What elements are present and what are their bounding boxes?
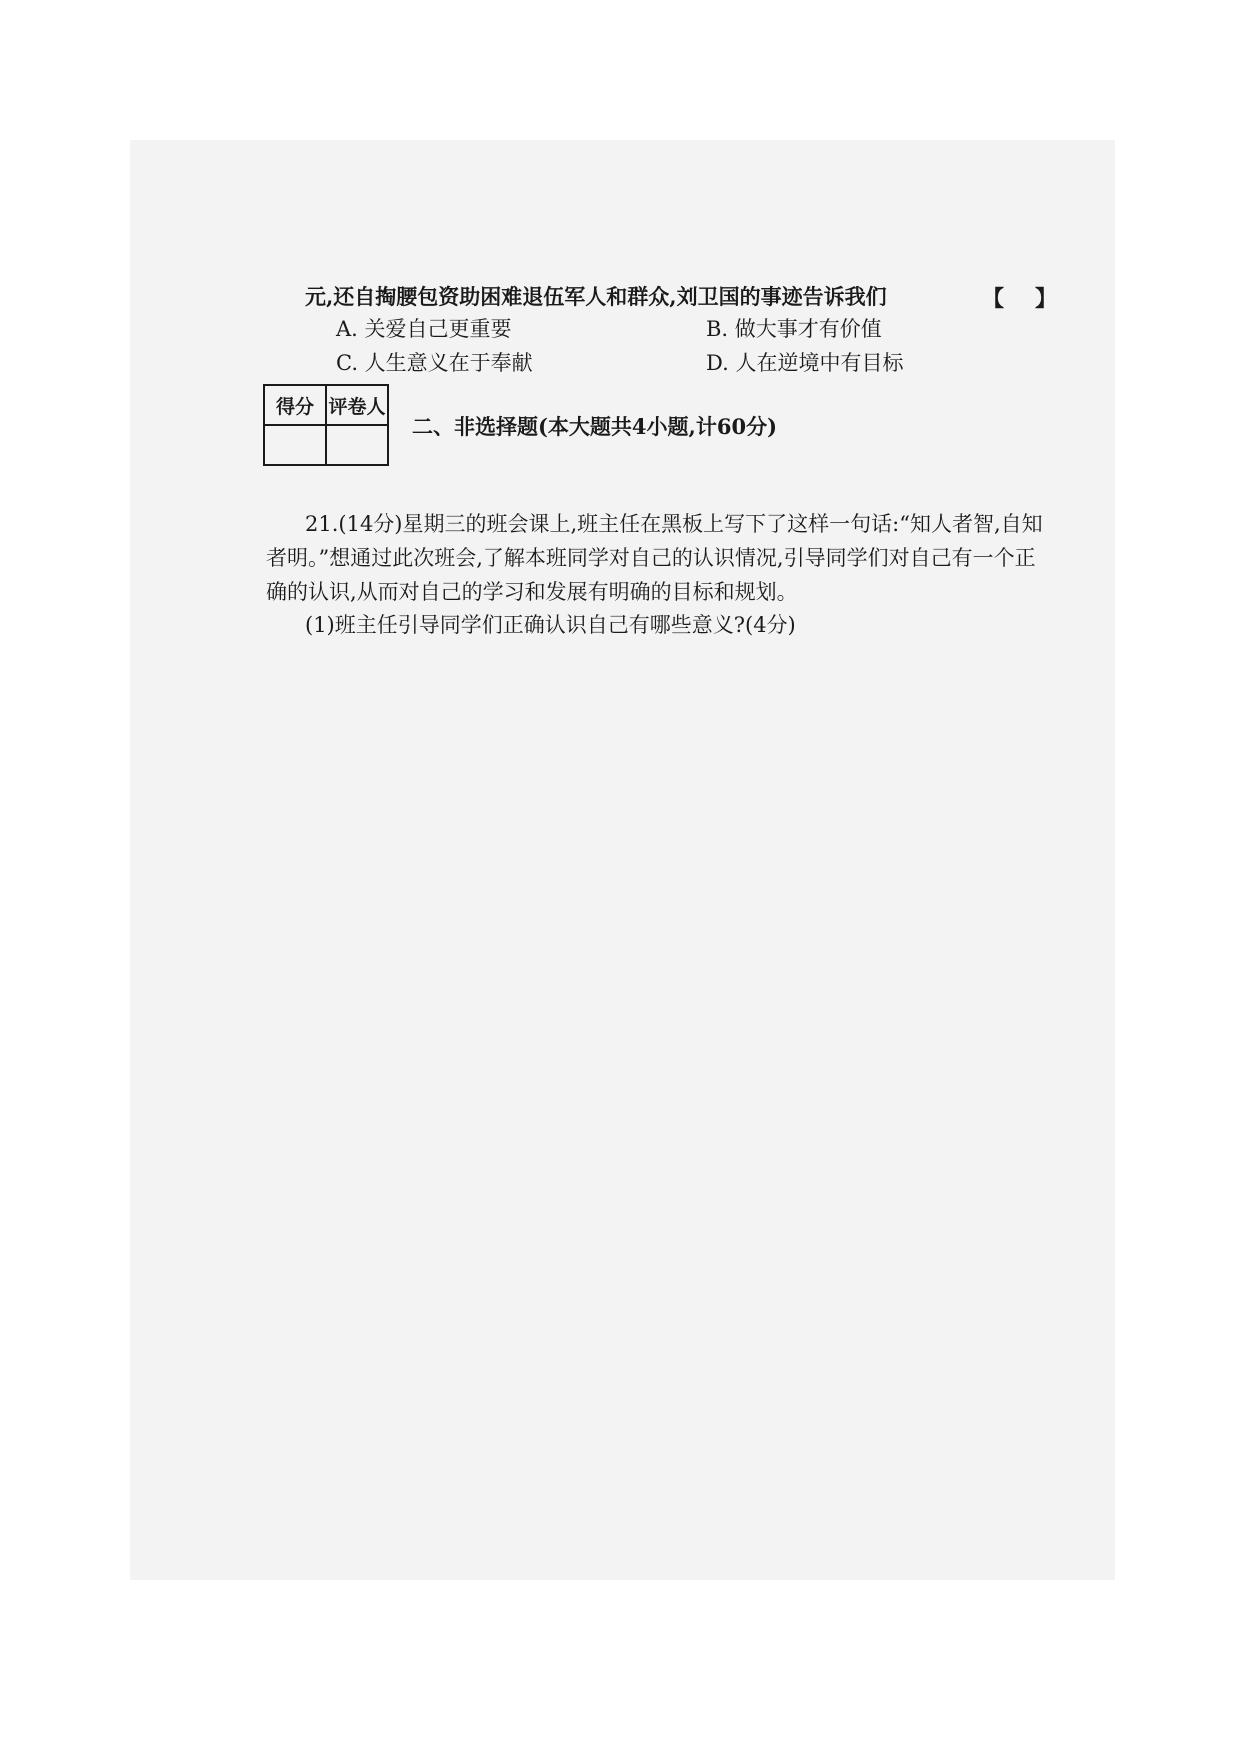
q21-intro-line-1: 21.(14分)星期三的班会课上,班主任在黑板上写下了这样一句话:“知人者智,自知 (305, 512, 1043, 536)
q20-stem-tail: 元,还自掏腰包资助困难退伍军人和群众,刘卫国的事迹告诉我们 (305, 284, 887, 309)
q21-intro-line-3: 确的认识,从而对自己的学习和发展有明确的目标和规划。 (266, 580, 798, 604)
q20-option-c: C. 人生意义在于奉献 (336, 351, 533, 375)
score-label: 得分 (264, 385, 326, 425)
grader-label: 评卷人 (326, 385, 388, 425)
grader-cell (326, 425, 388, 465)
answer-bracket-close: 】 (1035, 286, 1058, 312)
answer-bracket-open: 【 (982, 286, 1005, 312)
q20-option-b: B. 做大事才有价值 (706, 317, 882, 341)
section2-title: 二、非选择题(本大题共4小题,计60分) (412, 414, 778, 439)
score-box (263, 384, 389, 466)
q21-intro-line-2: 者明。”想通过此次班会,了解本班同学对自己的认识情况,引导同学们对自己有一个正 (266, 546, 1036, 570)
q20-option-a: A. 关爱自己更重要 (336, 317, 512, 341)
score-cell (264, 425, 326, 465)
scanned-page (130, 140, 1115, 1580)
q20-option-d: D. 人在逆境中有目标 (706, 351, 904, 375)
q21-q1: (1)班主任引导同学们正确认识自己有哪些意义?(4分) (305, 613, 796, 637)
